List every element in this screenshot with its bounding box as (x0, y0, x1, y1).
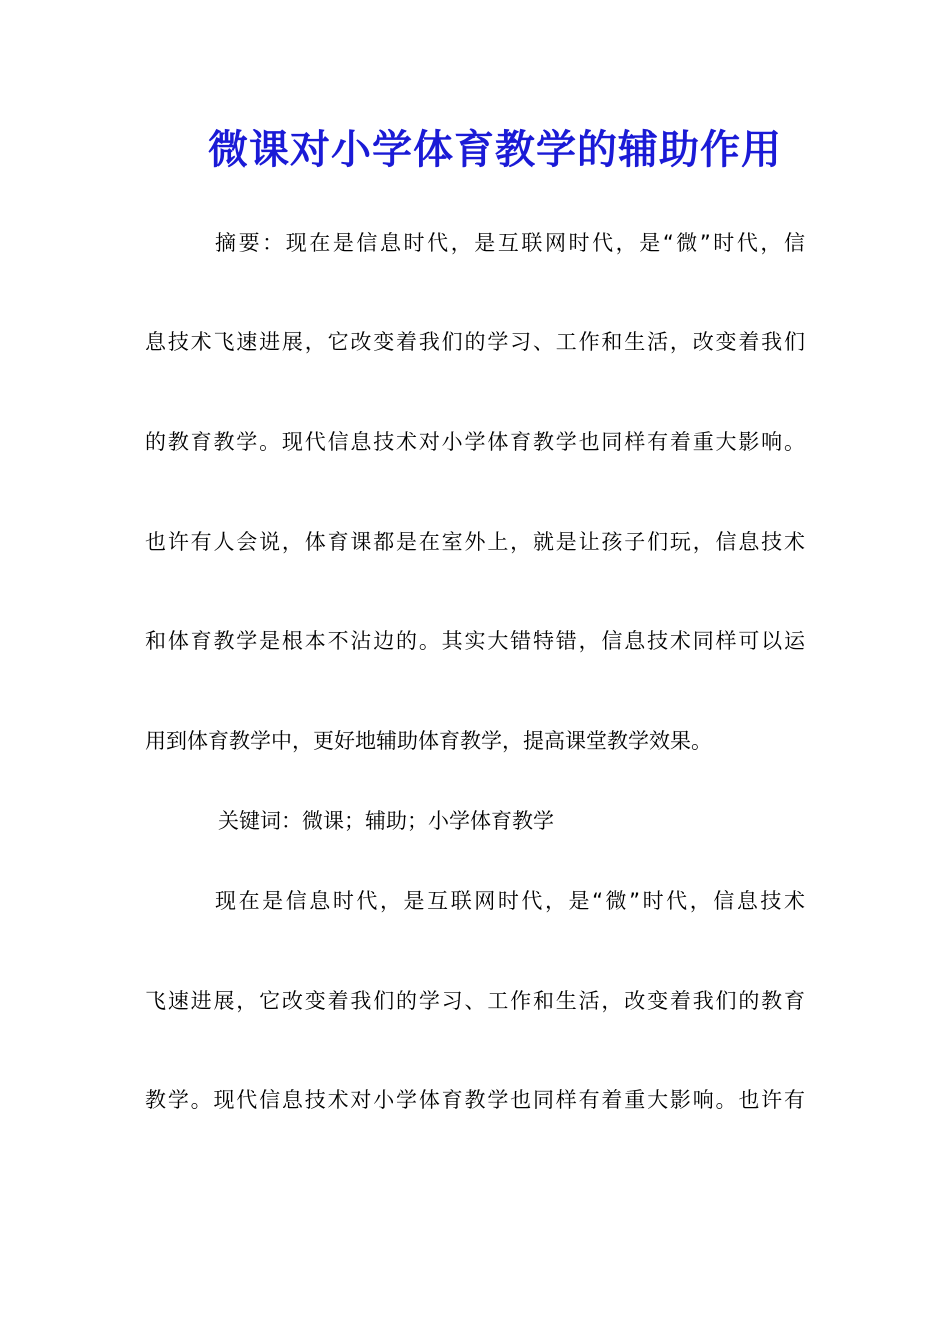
body-line: 教学。现代信息技术对小学体育教学也同样有着重大影响。也许有 (145, 1088, 805, 1112)
abstract-line: 用到体育教学中，更好地辅助体育教学，提高课堂教学效果。 (145, 729, 712, 753)
document-title: 微课对小学体育教学的辅助作用 (208, 126, 782, 173)
body-line: 飞速进展，它改变着我们的学习、工作和生活，改变着我们的教育 (145, 989, 805, 1013)
abstract-line: 的教育教学。现代信息技术对小学体育教学也同样有着重大影响。 (145, 430, 805, 454)
abstract-line: 和体育教学是根本不沾边的。其实大错特错，信息技术同样可以运 (145, 629, 805, 653)
abstract-line: 也许有人会说，体育课都是在室外上，就是让孩子们玩，信息技术 (145, 530, 805, 554)
abstract-line: 息技术飞速进展，它改变着我们的学习、工作和生活，改变着我们 (145, 330, 805, 354)
abstract-line: 摘要：现在是信息时代，是互联网时代，是“微”时代，信 (215, 231, 805, 255)
body-line: 现在是信息时代，是互联网时代，是“微”时代，信息技术 (215, 889, 805, 913)
keywords-line: 关键词：微课；辅助；小学体育教学 (218, 809, 554, 833)
